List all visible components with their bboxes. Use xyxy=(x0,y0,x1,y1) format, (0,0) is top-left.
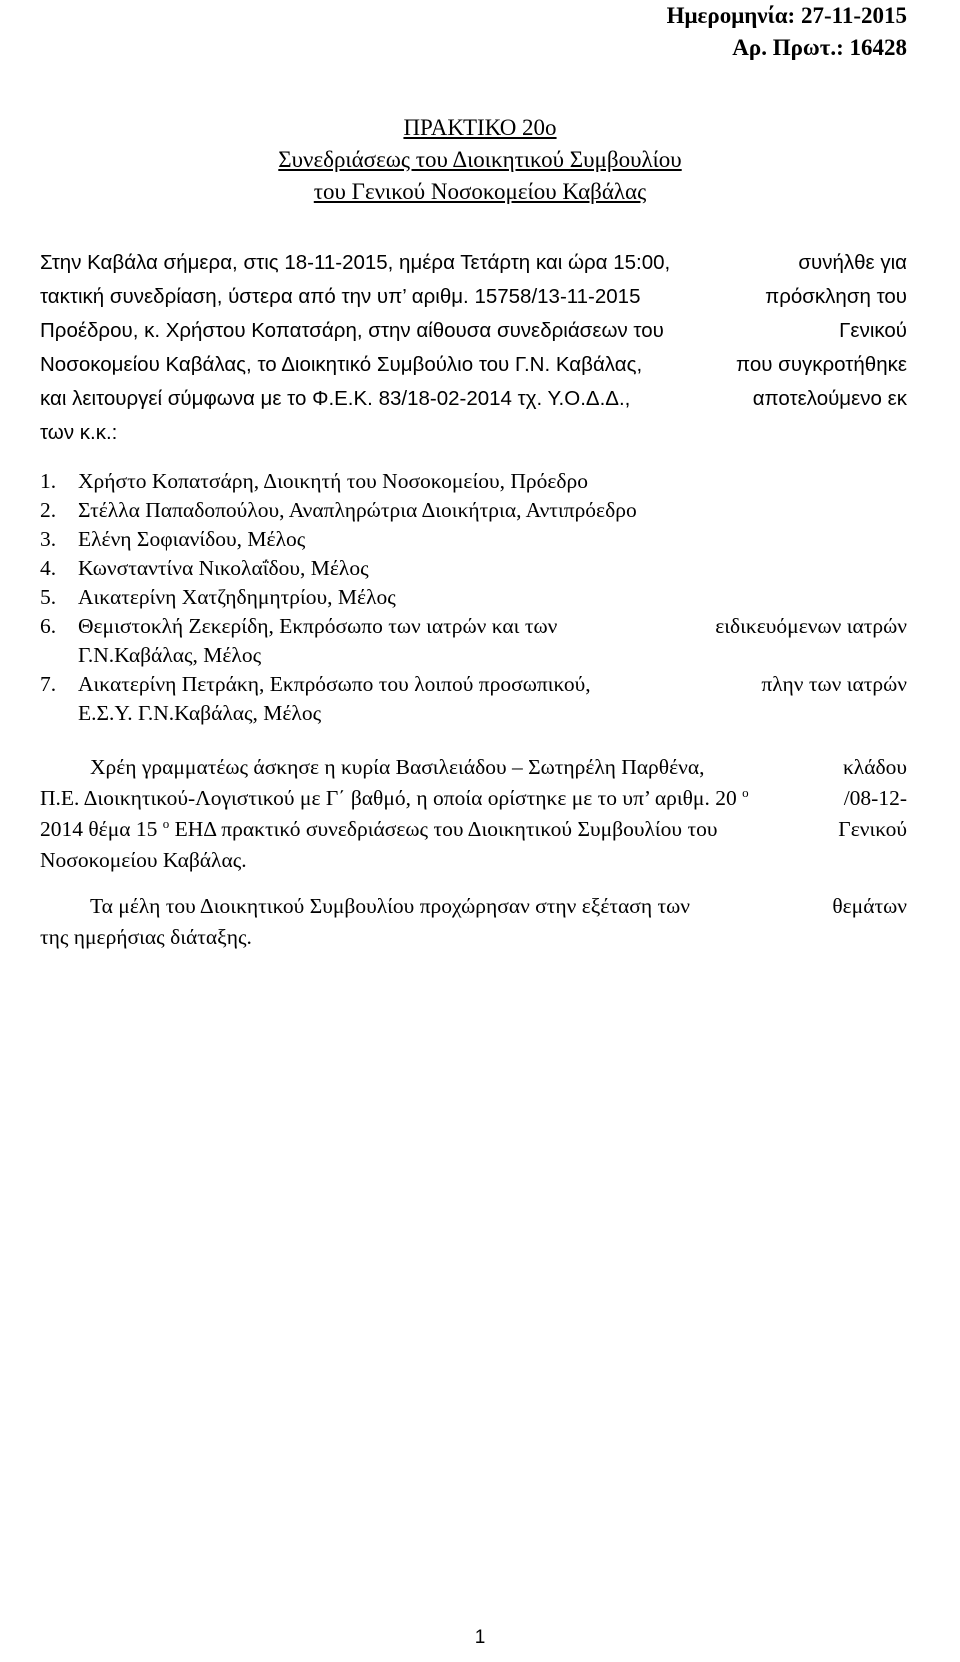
superscript: ο xyxy=(742,784,749,800)
paragraph-text: ΕΗΔ πρακτικό συνεδριάσεως του Διοικητικού Συμβουλίου του xyxy=(174,817,718,841)
title-line-2: Συνεδριάσεως του Διοικητικού Συμβουλίου xyxy=(278,147,682,172)
superscript: ο xyxy=(162,815,170,831)
list-item xyxy=(40,554,907,583)
member-line xyxy=(78,670,907,699)
intro-text: Στην Καβάλα σήμερα, στις 18-11-2015, ημέρα Τετάρτη και ώρα 15:00, xyxy=(40,251,671,274)
intro-paragraph xyxy=(40,246,907,450)
document-date: Ημερομηνία: 27-11-2015 xyxy=(666,3,907,28)
member-text: Στέλλα Παπαδοπούλου, Αναπληρώτρια Διοικήτρια, Αντιπρόεδρο xyxy=(78,498,637,522)
intro-text: Προέδρου, κ. Χρήστου Κοπατσάρη, στην αίθουσα συνεδριάσεων του xyxy=(40,319,664,342)
agenda-line xyxy=(40,891,907,922)
intro-text: τακτική συνεδρίαση, ύστερα από την υπ’ αριθμ. 15758/13-11-2015 xyxy=(40,285,641,308)
intro-line xyxy=(40,246,907,280)
secretary-line: Νοσοκομείου Καβάλας. xyxy=(40,848,247,872)
member-text: πλην των ιατρών xyxy=(761,672,907,696)
intro-text: και λειτουργεί σύμφωνα με το Φ.Ε.Κ. 83/18-02-2014 τχ. Υ.Ο.Δ.Δ., xyxy=(40,387,631,410)
document-title xyxy=(0,112,960,208)
paragraph-text: /08-12- xyxy=(843,786,907,810)
agenda-paragraph xyxy=(40,891,907,953)
list-item-number: 2. xyxy=(40,498,57,522)
list-item xyxy=(40,670,907,728)
secretary-paragraph xyxy=(40,752,907,876)
intro-line xyxy=(40,348,907,382)
protocol-number: Αρ. Πρωτ.: 16428 xyxy=(732,35,907,60)
member-text: ειδικευόμενων ιατρών xyxy=(715,614,907,638)
intro-text: αποτελούμενο εκ xyxy=(752,387,907,410)
member-text: Κωνσταντίνα Νικολαΐδου, Μέλος xyxy=(78,556,369,580)
list-item xyxy=(40,612,907,670)
paragraph-text: 2014 θέμα 15 xyxy=(40,817,158,841)
intro-line: των κ.κ.: xyxy=(40,421,118,444)
intro-text: συνήλθε για xyxy=(798,251,907,274)
intro-line xyxy=(40,382,907,416)
member-text: Χρήστο Κοπατσάρη, Διοικητή του Νοσοκομείου, Πρόεδρο xyxy=(78,469,589,493)
list-item xyxy=(40,496,907,525)
agenda-line: της ημερήσιας διάταξης. xyxy=(40,925,252,949)
members-list xyxy=(40,467,907,728)
member-text: Ελένη Σοφιανίδου, Μέλος xyxy=(78,527,306,551)
list-item xyxy=(40,525,907,554)
member-text: Ε.Σ.Υ. Γ.Ν.Καβάλας, Μέλος xyxy=(78,701,322,725)
intro-line xyxy=(40,314,907,348)
list-item xyxy=(40,467,907,496)
member-text: Θεμιστοκλή Ζεκερίδη, Εκπρόσωπο των ιατρών και των xyxy=(78,614,558,638)
paragraph-text: θεμάτων xyxy=(832,894,907,918)
intro-text: Γενικού xyxy=(839,319,907,342)
paragraph-text: Χρέη γραμματέως άσκησε η κυρία Βασιλειάδου – Σωτηρέλη Παρθένα, xyxy=(90,755,705,779)
page-number: 1 xyxy=(474,1627,486,1648)
list-item xyxy=(40,583,907,612)
list-item-number: 5. xyxy=(40,585,57,609)
paragraph-text: Γενικού xyxy=(838,817,907,841)
list-item-number: 4. xyxy=(40,556,57,580)
secretary-line xyxy=(40,752,907,783)
document-header xyxy=(667,0,907,64)
paragraph-text xyxy=(40,783,749,814)
secretary-line xyxy=(40,783,907,814)
member-line xyxy=(78,612,907,641)
list-item-number: 6. xyxy=(40,614,57,638)
member-text: Γ.Ν.Καβάλας, Μέλος xyxy=(78,643,262,667)
paragraph-text: Π.Ε. Διοικητικού-Λογιστικού με Γ΄ βαθμό, η οποία ορίστηκε με το υπ’ αριθμ. 20 xyxy=(40,786,737,810)
paragraph-text: κλάδου xyxy=(842,755,907,779)
paragraph-text xyxy=(40,814,717,845)
secretary-line xyxy=(40,814,907,845)
member-text: Αικατερίνη Πετράκη, Εκπρόσωπο του λοιπού προσωπικού, xyxy=(78,672,591,696)
list-item-number: 3. xyxy=(40,527,57,551)
member-text: Αικατερίνη Χατζηδημητρίου, Μέλος xyxy=(78,585,396,609)
intro-text: που συγκροτήθηκε xyxy=(736,353,907,376)
list-item-number: 7. xyxy=(40,672,57,696)
paragraph-text: Τα μέλη του Διοικητικού Συμβουλίου προχώρησαν στην εξέταση των xyxy=(90,894,691,918)
intro-text: Νοσοκομείου Καβάλας, το Διοικητικό Συμβούλιο του Γ.Ν. Καβάλας, xyxy=(40,353,643,376)
title-line-1: ΠΡΑΚΤΙΚΟ 20ο xyxy=(403,115,557,140)
list-item-number: 1. xyxy=(40,469,57,493)
intro-text: πρόσκληση του xyxy=(765,285,907,308)
title-line-3: του Γενικού Νοσοκομείου Καβάλας xyxy=(313,179,647,204)
intro-line xyxy=(40,280,907,314)
